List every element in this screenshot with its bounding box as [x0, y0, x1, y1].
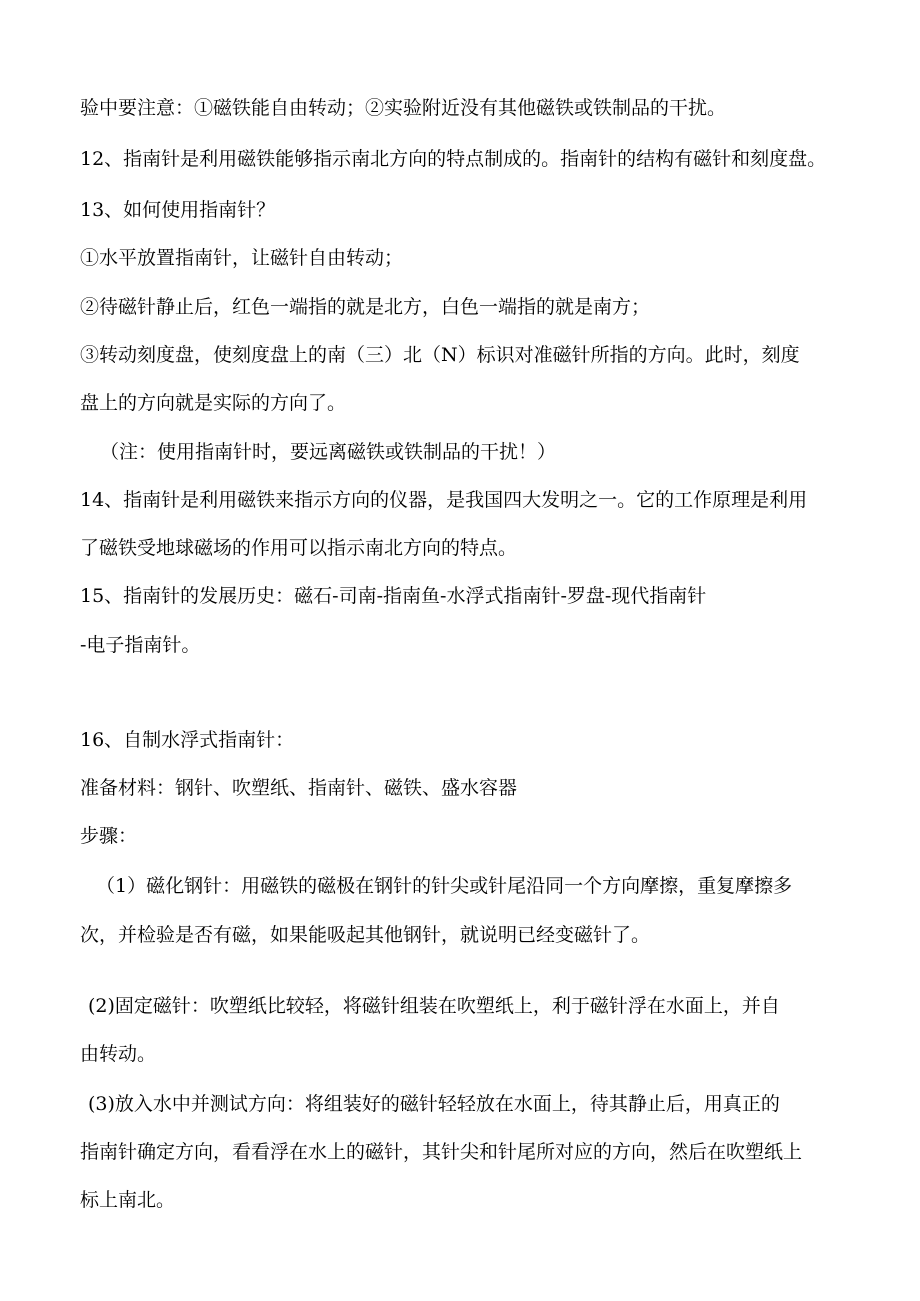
text-line-4: ①水平放置指南针，让磁针自由转动； — [80, 247, 404, 269]
text-line-18: (2)固定磁针：吹塑纸比较轻，将磁针组装在吹塑纸上，利于磁针浮在水面上，并自 — [88, 995, 780, 1017]
text-line-7: 盘上的方向就是实际的方向了。 — [80, 392, 347, 414]
text-line-19: 由转动。 — [80, 1043, 157, 1065]
text-line-22: 标上南北。 — [80, 1189, 176, 1211]
text-line-20: (3)放入水中并测试方向：将组装好的磁针轻轻放在水面上，待其静止后，用真正的 — [88, 1093, 780, 1115]
text-line-3: 13、如何使用指南针？ — [80, 199, 276, 221]
text-line-1: 验中要注意：①磁铁能自由转动；②实验附近没有其他磁铁或铁制品的干扰。 — [80, 97, 727, 119]
text-line-10: 了磁铁受地球磁场的作用可以指示南北方向的特点。 — [80, 537, 518, 559]
text-line-6: ③转动刻度盘，使刻度盘上的南（三）北（N）标识对准磁针所指的方向。此时，刻度 — [80, 344, 800, 366]
text-line-17: 次，并检验是否有磁，如果能吸起其他钢针，就说明已经变磁针了。 — [80, 924, 651, 946]
text-line-15: 步骤： — [80, 825, 138, 847]
text-line-12: -电子指南针。 — [80, 634, 201, 656]
text-line-16: （1）磁化钢针：用磁铁的磁极在钢针的针尖或针尾沿同一个方向摩擦，重复摩擦多 — [96, 875, 793, 897]
text-line-21: 指南针确定方向，看看浮在水上的磁针，其针尖和针尾所对应的方向，然后在吹塑纸上 — [80, 1141, 803, 1163]
text-line-14: 准备材料：钢针、吹塑纸、指南针、磁铁、盛水容器 — [80, 777, 518, 799]
text-line-5: ②待磁针静止后，红色一端指的就是北方，白色一端指的就是南方； — [80, 296, 651, 318]
text-line-2: 12、指南针是利用磁铁能够指示南北方向的特点制成的。指南针的结构有磁针和刻度盘。 — [80, 148, 827, 170]
text-line-11: 15、指南针的发展历史：磁石-司南-指南鱼-水浮式指南针-罗盘-现代指南针 — [80, 585, 707, 607]
text-line-8: （注：使用指南针时，要远离磁铁或铁制品的干扰！） — [100, 441, 557, 463]
text-line-9: 14、指南针是利用磁铁来指示方向的仪器，是我国四大发明之一。它的工作原理是利用 — [80, 489, 808, 511]
text-line-13: 16、自制水浮式指南针： — [80, 729, 295, 751]
